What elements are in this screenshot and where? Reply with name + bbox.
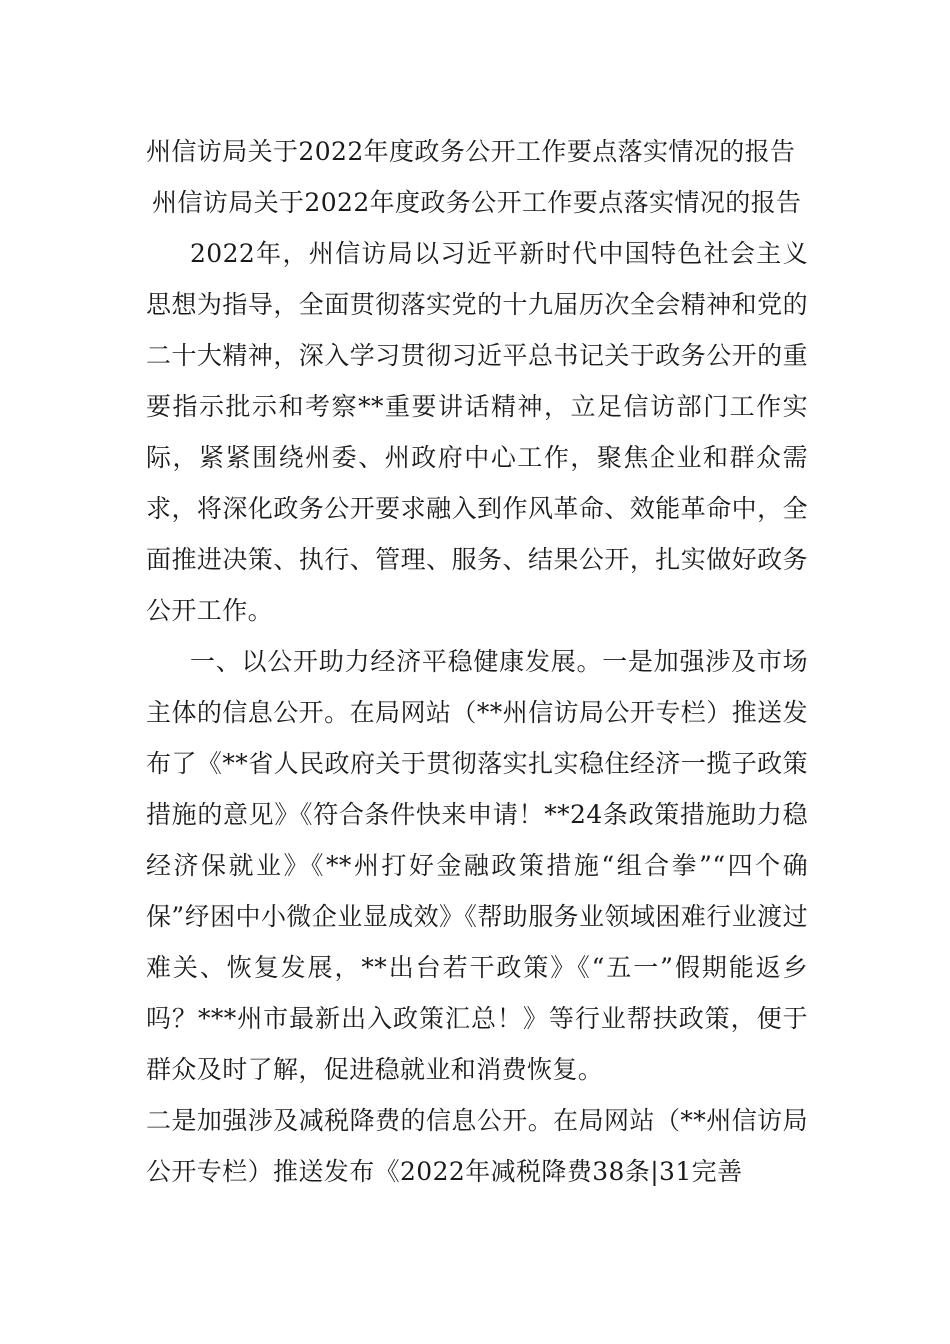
paragraph-section-one: 一、以公开助力经济平稳健康发展。一是加强涉及市场主体的信息公开。在局网站（**州信访局公开专栏）推送发布了《**省人民政府关于贯彻落实扎实稳住经济一揽子政策措施的意见》《符合条件快来申请！**24条政策措施助力稳经济保就业》《**州打好金融政策措施“组合拳”“四个确保”纾困中小微企业显成效》《帮助服务业领域困难行业渡过难关、恢复发展，**出台若干政策》《“五一”假期能返乡吗？***州市最新出入政策汇总！》等行业帮扶政策，便于群众及时了解，促进稳就业和消费恢复。 [146, 647, 808, 1084]
document-title-repeat: 州信访局关于2022年度政务公开工作要点落实情况的报告 [152, 188, 802, 217]
document-title: 州信访局关于2022年度政务公开工作要点落实情况的报告 [146, 137, 796, 166]
paragraph-intro: 2022年，州信访局以习近平新时代中国特色社会主义思想为指导，全面贯彻落实党的十九届历次全会精神和党的二十大精神，深入学习贯彻习近平总书记关于政务公开的重要指示批示和考察**重要讲话精神，立足信访部门工作实际，紧紧围绕州委、州政府中心工作，聚焦企业和群众需求，将深化政务公开要求融入到作风革命、效能革命中，全面推进决策、执行、管理、服务、结果公开，扎实做好政务公开工作。 [146, 239, 808, 625]
document-page [146, 126, 808, 1197]
paragraph-section-one-continued: 二是加强涉及减税降费的信息公开。在局网站（**州信访局公开专栏）推送发布《2022年减税降费38条|31完善 [146, 1106, 808, 1186]
